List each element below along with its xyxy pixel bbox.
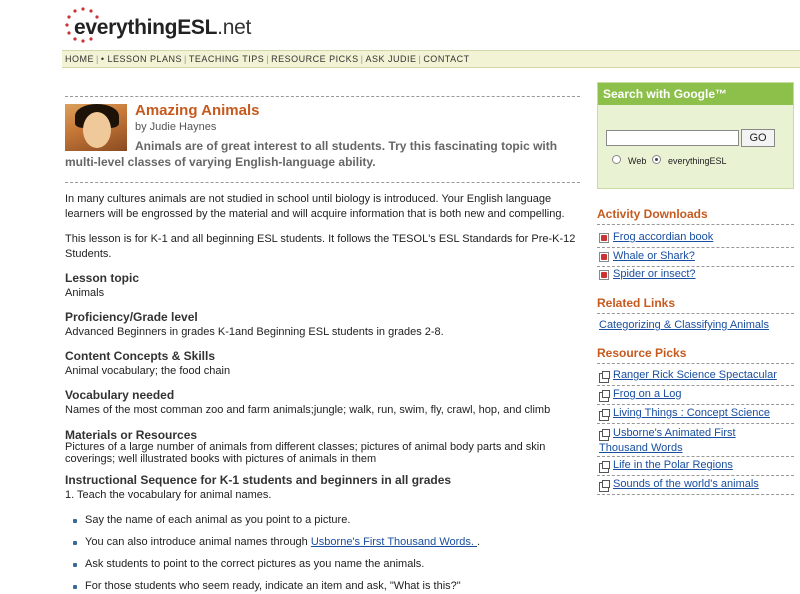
google-search-box [597, 82, 794, 189]
sidebar-item[interactable]: Usborne's Animated First Thousand Words [599, 427, 736, 454]
sidebar-item[interactable]: Frog accordian book [613, 231, 714, 243]
page-icon [599, 411, 609, 421]
sidebar-item[interactable]: Living Things : Concept Science [613, 407, 770, 419]
sidebar-item[interactable]: Sounds of the world's animals [613, 478, 759, 490]
list-item: Say the name of each animal as you point to a picture. [74, 514, 350, 526]
nav-ask-judie[interactable]: ASK JUDIE [365, 54, 417, 64]
divider [597, 494, 794, 495]
section-text: Names of the most comman zoo and farm animals;jungle; walk, run, swim, fly, crawl, hop, and climb [65, 404, 551, 416]
radio-site[interactable] [652, 155, 661, 164]
pdf-icon [599, 252, 609, 262]
list-item: You can also introduce animal names through Usborne's First Thousand Words. . [74, 536, 480, 548]
related-links-heading: Related Links [597, 296, 676, 310]
search-input[interactable] [606, 130, 739, 146]
divider [597, 363, 794, 364]
divider [597, 423, 794, 424]
pdf-icon [599, 233, 609, 243]
section-heading: Content Concepts & Skills [65, 349, 216, 363]
divider [597, 456, 794, 457]
list-item: Ask students to point to the correct pictures as you name the animals. [74, 558, 424, 570]
section-heading: Vocabulary needed [65, 388, 175, 402]
section-heading: Lesson topic [65, 271, 140, 285]
nav-teaching-tips[interactable]: TEACHING TIPS [188, 54, 265, 64]
paragraph: This lesson is for K-1 and all beginning ESL students. It follows the TESOL's ESL Standards for Pre-K-12 Students. [65, 233, 576, 260]
radio-web-label: Web [628, 156, 647, 166]
sidebar-item[interactable]: Spider or insect? [613, 268, 696, 280]
section-text: Animals [65, 287, 105, 299]
section-heading: Proficiency/Grade level [65, 310, 198, 324]
nav-home[interactable]: HOME [65, 54, 94, 64]
divider [65, 182, 580, 183]
radio-site-label: everythingESL [668, 156, 727, 166]
article-title: Amazing Animals [135, 102, 260, 119]
divider [597, 224, 794, 225]
sidebar-item[interactable]: Whale or Shark? [613, 250, 695, 262]
divider [597, 404, 794, 405]
nav-lesson-plans[interactable]: • LESSON PLANS [100, 54, 183, 64]
section-text: 1. Teach the vocabulary for animal names. [65, 489, 272, 501]
sidebar-item[interactable]: Frog on a Log [613, 388, 682, 400]
page-icon [599, 463, 609, 473]
sidebar-item[interactable]: Ranger Rick Science Spectacular [613, 369, 777, 381]
article-intro: Animals are of great interest to all students. Try this fascinating topic with multi-level classes of varying English-language ability. [65, 139, 558, 169]
usborne-link[interactable]: Usborne's First Thousand Words. [310, 536, 478, 548]
search-title: Search with Google™ [598, 83, 793, 105]
sidebar-item[interactable]: Life in the Polar Regions [613, 459, 733, 471]
page-icon [599, 482, 609, 492]
radio-web[interactable] [612, 155, 621, 164]
divider [65, 96, 580, 97]
divider [597, 385, 794, 386]
section-heading: Instructional Sequence for K-1 students and beginners in all grades [65, 473, 452, 487]
section-text: Advanced Beginners in grades K-1and Beginning ESL students in grades 2-8. [65, 326, 444, 338]
search-go-button[interactable]: GO [741, 129, 775, 147]
article-byline: by Judie Haynes [135, 121, 217, 133]
logo-text: everythingESL.net [74, 16, 251, 39]
section-heading: Materials or Resources [65, 428, 198, 442]
site-logo[interactable] [64, 6, 284, 44]
paragraph: In many cultures animals are not studied in school until biology is introduced. Your English language learners will be engrossed by the material and will acquire information that is both new and compelling. [65, 193, 565, 220]
pdf-icon [599, 270, 609, 280]
nav-contact[interactable]: CONTACT [423, 54, 470, 64]
page-icon [599, 373, 609, 383]
divider [597, 475, 794, 476]
section-text: Pictures of a large number of animals from different classes; pictures of animal body parts and skin coverings; well illustrated books with pictures of animals in them [65, 441, 546, 465]
nav-resource-picks[interactable]: RESOURCE PICKS [271, 54, 359, 64]
activity-downloads-heading: Activity Downloads [597, 207, 708, 221]
resource-picks-heading: Resource Picks [597, 346, 687, 360]
page-icon [599, 392, 609, 402]
list-item: For those students who seem ready, indicate an item and ask, "What is this?" [74, 580, 461, 592]
section-text: Animal vocabulary; the food chain [65, 365, 231, 377]
divider [597, 313, 794, 314]
top-nav: HOME | • LESSON PLANS | TEACHING TIPS | RESOURCE PICKS | ASK JUDIE | CONTACT [62, 50, 800, 68]
sidebar-item[interactable]: Categorizing & Classifying Animals [599, 319, 769, 331]
divider [597, 247, 794, 248]
